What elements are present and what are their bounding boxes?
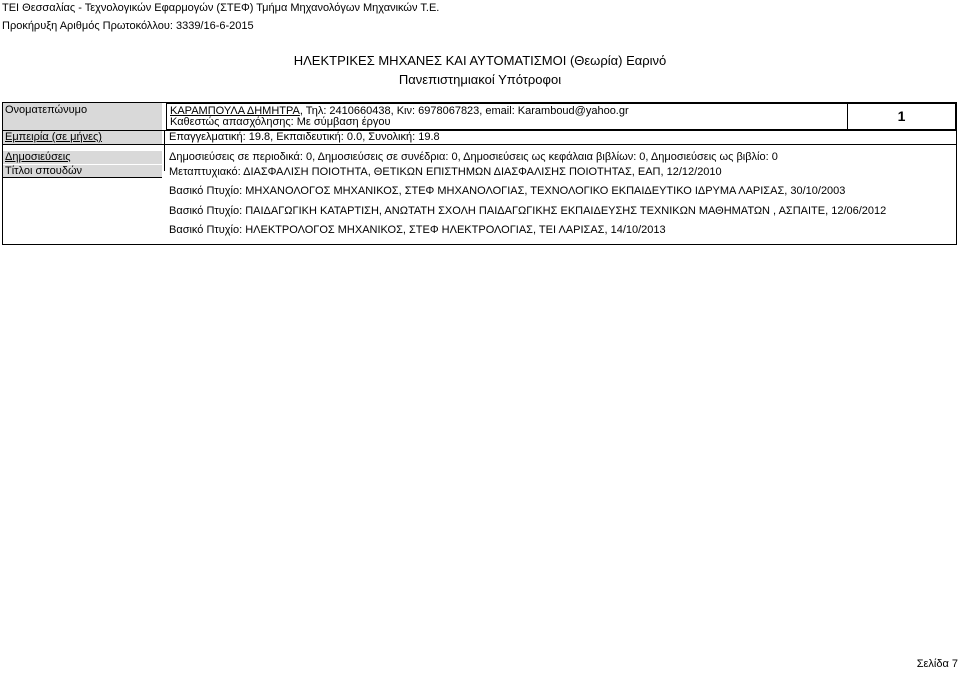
row-divider [3,144,956,145]
candidate-name-box [166,103,848,130]
institution-header: ΤΕΙ Θεσσαλίας - Τεχνολογικών Εφαρμογών (ΣΤΕΦ) Τμήμα Μηχανολόγων Μηχανικών Τ.Ε. [2,2,440,14]
column-divider [164,130,165,171]
label-publications: Δημοσιεύσεις [3,151,162,164]
candidate-record [2,102,957,245]
candidate-name: ΚΑΡΑΜΠΟΥΛΑ ΔΗΜΗΤΡΑ [170,105,300,117]
degree-item: Βασικό Πτυχίο: ΜΗΧΑΝΟΛΟΓΟΣ ΜΗΧΑΝΙΚΟΣ, ΣΤΕΦ ΜΗΧΑΝΟΛΟΓΙΑΣ, ΤΕΧΝΟΛΟΓΙΚΟ ΕΚΠΑΙΔΕΥΤΙΚΟ ΙΔΡΥΜΑ ΛΑΡΙΣΑΣ, 30/10/2003 [169,185,846,197]
publications-value: Δημοσιεύσεις σε περιοδικά: 0, Δημοσιεύσεις σε συνέδρια: 0, Δημοσιεύσεις ως κεφάλαια βιβλίων: 0, Δημοσιεύσεις ως βιβλίο: 0 [169,151,778,163]
label-degrees: Τίτλοι σπουδών [3,165,162,178]
degree-item: Βασικό Πτυχίο: ΠΑΙΔΑΓΩΓΙΚΗ ΚΑΤΑΡΤΙΣΗ, ΑΝΩΤΑΤΗ ΣΧΟΛΗ ΠΑΙΔΑΓΩΓΙΚΗΣ ΕΚΠΑΙΔΕΥΣΗΣ ΤΕΧΝΙΚΩΝ ΜΑΘΗΜΑΤΩΝ , ΑΣΠΑΙΤΕ, 12/06/2012 [169,205,887,217]
label-name: Ονοματεπώνυμο [3,103,162,130]
experience-value: Επαγγελματική: 19.8, Εκπαιδευτική: 0.0, Συνολική: 19.8 [169,131,440,143]
degree-item: Μεταπτυχιακό: ΔΙΑΣΦΑΛΙΣΗ ΠΟΙΟΤΗΤΑ, ΘΕΤΙΚΩΝ ΕΠΙΣΤΗΜΩΝ ΔΙΑΣΦΑΛΙΣΗΣ ΠΟΙΟΤΗΤΑΣ, ΕΑΠ, 12/12/2010 [169,166,722,178]
label-experience: Εμπειρία (σε μήνες) [3,131,162,144]
degree-item: Βασικό Πτυχίο: ΗΛΕΚΤΡΟΛΟΓΟΣ ΜΗΧΑΝΙΚΟΣ, ΣΤΕΦ ΗΛΕΚΤΡΟΛΟΓΙΑΣ, ΤΕΙ ΛΑΡΙΣΑΣ, 14/10/2013 [169,224,666,236]
announcement-number: Προκήρυξη Αριθμός Πρωτοκόλλου: 3339/16-6-2015 [2,20,254,32]
candidate-number: 1 [847,103,956,130]
page-number: Σελίδα 7 [916,658,958,670]
candidate-contact: , Τηλ: 2410660438, Κιν: 6978067823, email: Karamboud@yahoo.gr [299,105,629,117]
page-subtitle: Πανεπιστημιακοί Υπότροφοι [398,72,562,87]
employment-status: Καθεστώς απασχόλησης: Με σύμβαση έργου [170,116,391,128]
page-title: ΗΛΕΚΤΡΙΚΕΣ ΜΗΧΑΝΕΣ ΚΑΙ ΑΥΤΟΜΑΤΙΣΜΟΙ (Θεωρία) Εαρινό [293,53,667,68]
